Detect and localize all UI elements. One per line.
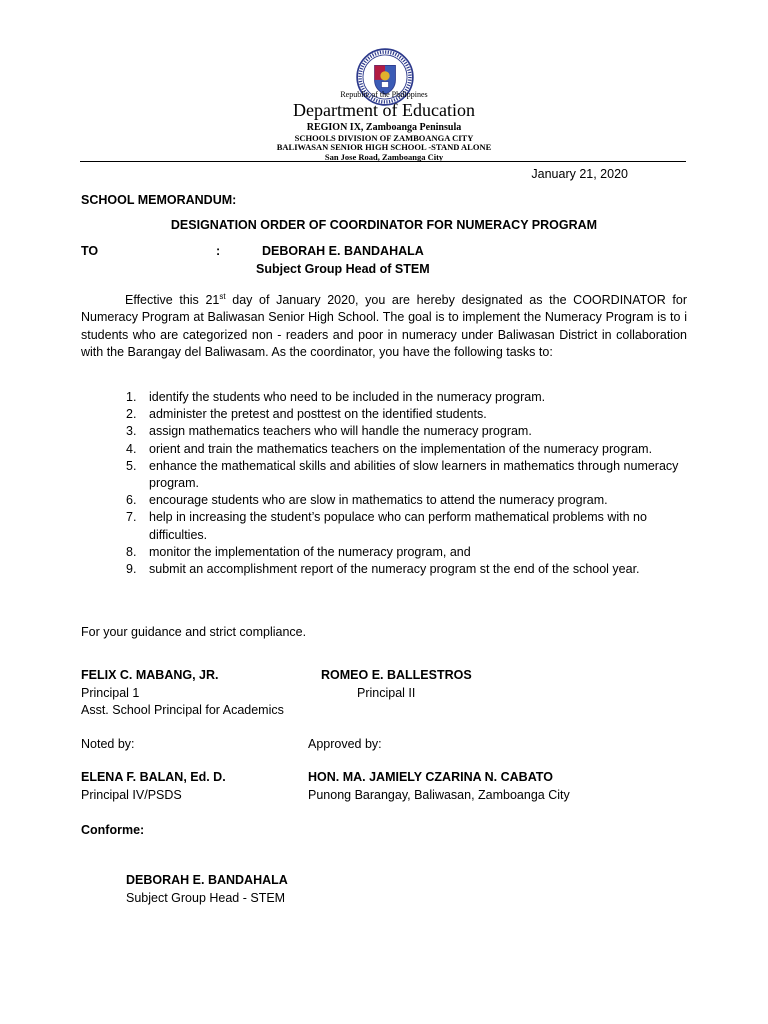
letterhead-republic: Republic of the Philippines xyxy=(340,90,428,99)
letterhead-divider xyxy=(80,161,686,162)
task-number: 2. xyxy=(126,407,137,422)
list-item xyxy=(126,406,688,423)
letterhead-region: REGION IX, Zamboanga Peninsula xyxy=(306,122,462,133)
signatory-position: Subject Group Head - STEM xyxy=(126,891,286,905)
task-text: enhance the mathematical skills and abilities of slow learners in mathematics through numeracy program. xyxy=(149,458,679,491)
memo-subject: DESIGNATION ORDER OF COORDINATOR FOR NUMERACY PROGRAM xyxy=(170,218,598,232)
task-number: 9. xyxy=(126,562,137,577)
signatory-name: ROMEO E. BALLESTROS xyxy=(321,668,472,682)
task-number: 1. xyxy=(126,390,137,404)
approved-by-label: Approved by: xyxy=(308,737,382,751)
task-text: encourage students who are slow in mathematics to attend the numeracy program. xyxy=(149,493,608,508)
body-paragraph xyxy=(81,292,687,361)
signatory-position: Principal IV/PSDS xyxy=(81,788,182,802)
letterhead-department: Department of Education xyxy=(293,100,475,120)
signatory-name: FELIX C. MABANG, JR. xyxy=(81,668,219,682)
list-item xyxy=(126,561,688,578)
signatory-position: Principal II xyxy=(357,686,416,700)
task-text: assign mathematics teachers who will handle the numeracy program. xyxy=(149,424,532,439)
task-text: monitor the implementation of the numeracy program, and xyxy=(149,544,471,559)
body-superscript: st xyxy=(219,291,226,301)
list-item xyxy=(126,441,688,458)
to-colon: : xyxy=(216,244,221,258)
signatory-position: Punong Barangay, Baliwasan, Zamboanga City xyxy=(308,788,570,802)
task-text: help in increasing the student’s populace who can perform mathematical problems with no difficulties. xyxy=(149,510,647,542)
memo-date: January 21, 2020 xyxy=(531,167,628,181)
letterhead-division: SCHOOLS DIVISION OF ZAMBOANGA CITY xyxy=(294,133,474,143)
task-text: orient and train the mathematics teachers on the implementation of the numeracy program. xyxy=(149,441,653,456)
task-number: 8. xyxy=(126,544,137,559)
task-text: submit an accomplishment report of the numeracy program st the end of the school year. xyxy=(149,562,640,577)
list-item xyxy=(126,544,688,561)
memo-label: SCHOOL MEMORANDUM: xyxy=(81,193,237,207)
task-list xyxy=(126,389,688,578)
task-number: 4. xyxy=(126,441,137,456)
list-item xyxy=(126,492,688,509)
noted-by-label: Noted by: xyxy=(81,737,135,751)
to-title: Subject Group Head of STEM xyxy=(256,262,430,276)
letterhead-school: BALIWASAN SENIOR HIGH SCHOOL -STAND ALONE xyxy=(276,142,492,152)
task-number: 5. xyxy=(126,458,137,473)
body-part-1: Effective this 21 xyxy=(125,293,220,307)
signatory-name: ELENA F. BALAN, Ed. D. xyxy=(81,770,226,784)
list-item xyxy=(126,509,688,543)
to-label: TO xyxy=(81,244,99,258)
task-number: 3. xyxy=(126,424,137,439)
signatory-position: Asst. School Principal for Academics xyxy=(81,703,284,717)
to-name: DEBORAH E. BANDAHALA xyxy=(262,244,424,258)
body-part-2: day of January 2020, you are hereby designated as the COORDINATOR for Numeracy Program at Baliwasan Senior High School. The goal is to implement the Numeracy Program is to i students who are categorized non - readers and poor in numeracy under Baliwasan District in collaboration with the Barangay del Baliwasam. As the coordinator, you have the following tasks to: xyxy=(81,293,687,359)
task-text: administer the pretest and posttest on the identified students. xyxy=(149,407,487,422)
signatory-name: HON. MA. JAMIELY CZARINA N. CABATO xyxy=(308,770,553,784)
signatory-position: Principal 1 xyxy=(81,686,140,700)
task-text: identify the students who need to be included in the numeracy program. xyxy=(149,390,546,404)
letterhead-address: San Jose Road, Zamboanga City xyxy=(324,152,444,162)
list-item xyxy=(126,458,688,492)
conforme-label: Conforme: xyxy=(81,823,145,837)
closing-line: For your guidance and strict compliance. xyxy=(81,625,307,639)
task-number: 7. xyxy=(126,510,137,525)
list-item xyxy=(126,389,688,406)
memo-body xyxy=(81,292,687,361)
list-item xyxy=(126,423,688,440)
signatory-name: DEBORAH E. BANDAHALA xyxy=(126,873,288,887)
task-number: 6. xyxy=(126,493,137,508)
